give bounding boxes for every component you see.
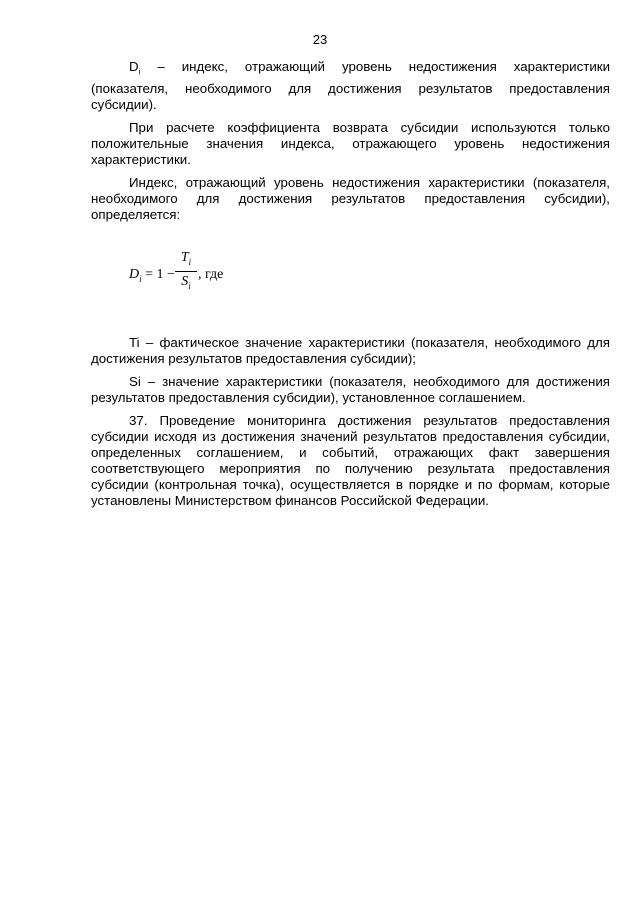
paragraph-index-definition: Индекс, отражающий уровень недостижения характеристики (показателя, необходимого для достижения результатов предоставления субсидии), определяется: bbox=[91, 174, 610, 222]
formula-tail: , где bbox=[198, 266, 224, 282]
paragraph-positive-values: При расчете коэффициента возврата субсидии используются только положительные значения индекса, отражающего уровень недостижения характеристики. bbox=[91, 119, 610, 167]
paragraph-ti-definition: Ti – фактическое значение характеристики (показателя, необходимого для достижения результатов предоставления субсидии); bbox=[91, 334, 610, 366]
symbol-d: D bbox=[129, 59, 139, 74]
paragraph-37-monitoring: 37. Проведение мониторинга достижения результатов предоставления субсидии исходя из достижения значений результатов предоставления субсидии, определенных соглашением, и событий, отражающих факт завершения соответствующего мероприятия по получению результата предоставления субсидии (контрольная точка), осуществляется в порядке и по формам, которые установлены Министерством финансов Российской Федерации. bbox=[91, 412, 610, 508]
document-body bbox=[91, 59, 610, 509]
formula-fraction bbox=[175, 249, 197, 296]
paragraph-di-definition bbox=[91, 59, 610, 113]
paragraph-si-definition: Si – значение характеристики (показателя, необходимого для достижения результатов предоставления субсидии), установленное соглашением. bbox=[91, 373, 610, 405]
formula-fraction-bar bbox=[175, 271, 197, 272]
formula-numerator: $T_i$ bbox=[180, 249, 192, 267]
formula-lhs bbox=[129, 267, 175, 284]
formula-equals: = 1 − bbox=[141, 266, 175, 282]
di-definition-text: – индекс, отражающий уровень недостижения характеристики (показателя, необходимого для достижения результатов предоставления субсидии). bbox=[91, 59, 610, 112]
formula-denominator: $S_i$ bbox=[181, 274, 191, 292]
formula-lhs-sub: i bbox=[139, 273, 142, 284]
page-number: 23 bbox=[312, 32, 328, 47]
symbol-d-subscript: i bbox=[138, 67, 141, 77]
formula-di bbox=[91, 249, 610, 303]
formula-lhs-var: D bbox=[129, 266, 140, 282]
